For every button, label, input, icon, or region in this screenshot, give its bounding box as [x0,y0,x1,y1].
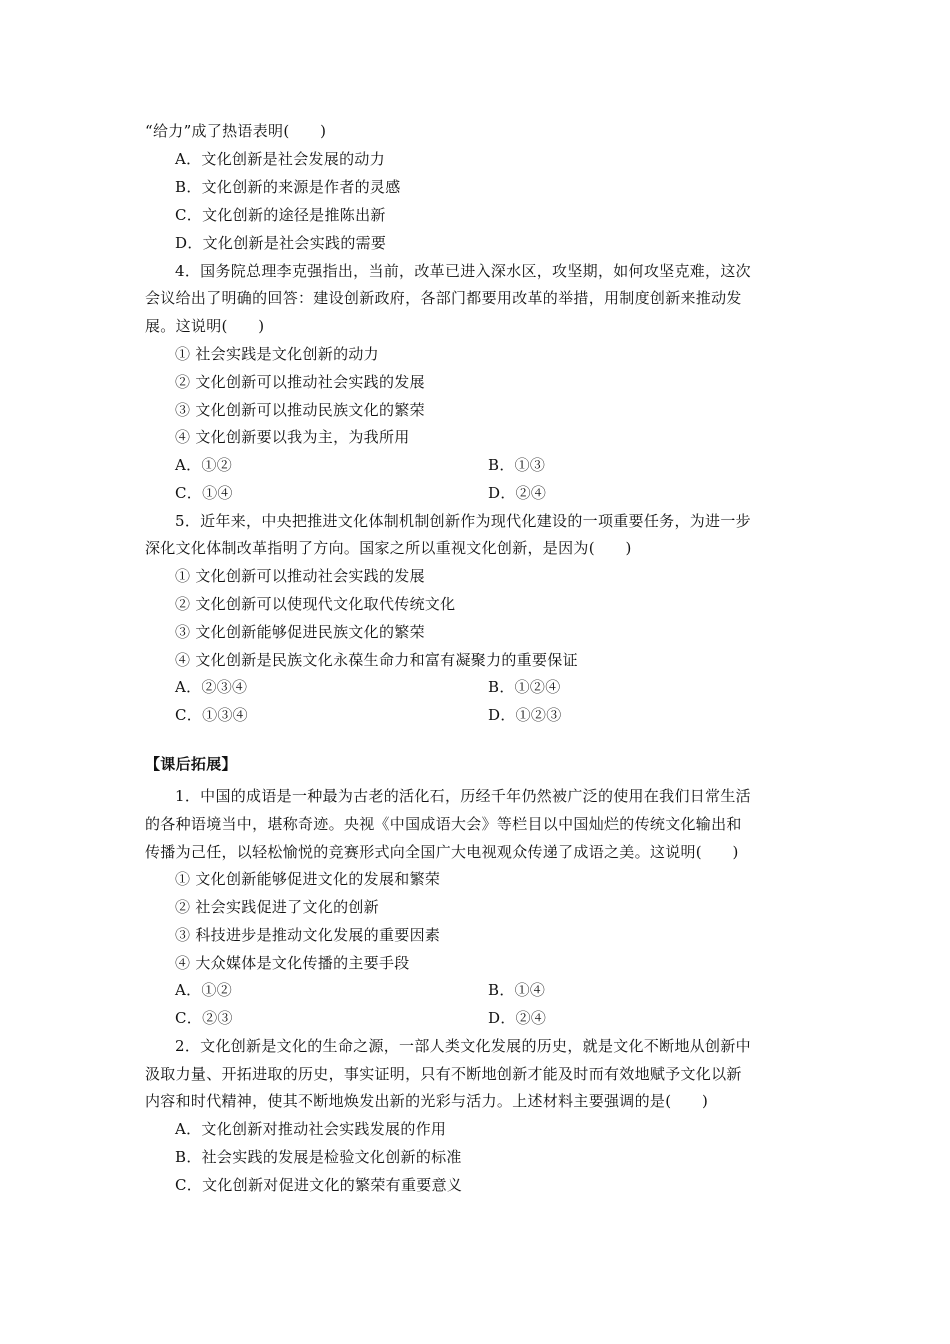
ext-q1-stem-line-3: 传播为己任，以轻松愉悦的竞赛形式向全国广大电视观众传递了成语之美。这说明( ) [145,843,739,861]
q5-stem-line-1: 5．近年来，中央把推进文化体制机制创新作为现代化建设的一项重要任务，为进一步 [175,512,751,530]
q5-option-c: C．①③④ [175,706,248,724]
q3-option-c: C．文化创新的途径是推陈出新 [175,206,386,224]
q3-option-d: D．文化创新是社会实践的需要 [175,234,387,252]
q4-statement-1: ① 社会实践是文化创新的动力 [175,345,379,363]
ext-q2-stem-line-2: 汲取力量、开拓进取的历史，事实证明，只有不断地创新才能及时而有效地赋予文化以新 [145,1065,742,1083]
ext-q1-stem-line-2: 的各种语境当中，堪称奇迹。央视《中国成语大会》等栏目以中国灿烂的传统文化输出和 [145,815,742,833]
ext-q1-statement-4: ④ 大众媒体是文化传播的主要手段 [175,954,410,972]
ext-q1-option-a: A．①② [175,981,233,999]
q4-option-d: D．②④ [488,484,547,502]
ext-q1-stem-line-1: 1．中国的成语是一种最为古老的活化石，历经千年仍然被广泛的使用在我们日常生活 [175,787,751,805]
q4-statement-2: ② 文化创新可以推动社会实践的发展 [175,373,425,391]
q5-option-b: B．①②④ [488,678,561,696]
ext-q1-statement-3: ③ 科技进步是推动文化发展的重要因素 [175,926,441,944]
ext-q1-option-d: D．②④ [488,1009,547,1027]
q3-option-b: B．文化创新的来源是作者的灵感 [175,178,401,196]
ext-q1-option-c: C．②③ [175,1009,233,1027]
q5-option-a: A．②③④ [175,678,248,696]
q4-stem-line-1: 4．国务院总理李克强指出，当前，改革已进入深水区，攻坚期，如何攻坚克难，这次 [175,262,751,280]
q4-stem-line-2: 会议给出了明确的回答：建设创新政府，各部门都要用改革的举措，用制度创新来推动发 [145,289,742,307]
q4-option-c: C．①④ [175,484,233,502]
q4-statement-4: ④ 文化创新要以我为主，为我所用 [175,428,410,446]
q5-statement-1: ① 文化创新可以推动社会实践的发展 [175,567,425,585]
q3-stem-continuation: “给力”成了热语表明( ) [145,122,327,140]
q5-statement-2: ② 文化创新可以使现代文化取代传统文化 [175,595,456,613]
q5-option-d: D．①②③ [488,706,562,724]
q5-statement-3: ③ 文化创新能够促进民族文化的繁荣 [175,623,425,641]
q5-statement-4: ④ 文化创新是民族文化永葆生命力和富有凝聚力的重要保证 [175,651,578,669]
ext-q2-option-a: A．文化创新对推动社会实践发展的作用 [175,1120,447,1138]
q4-stem-line-3: 展。这说明( ) [145,317,265,335]
ext-q1-option-b: B．①④ [488,981,546,999]
ext-q2-stem-line-1: 2．文化创新是文化的生命之源，一部人类文化发展的历史，就是文化不断地从创新中 [175,1037,751,1055]
ext-q1-statement-2: ② 社会实践促进了文化的创新 [175,898,379,916]
q4-option-b: B．①③ [488,456,546,474]
ext-q2-option-c: C．文化创新对促进文化的繁荣有重要意义 [175,1176,463,1194]
q5-stem-line-2: 深化文化体制改革指明了方向。国家之所以重视文化创新，是因为( ) [145,539,632,557]
ext-q1-statement-1: ① 文化创新能够促进文化的发展和繁荣 [175,870,441,888]
q4-option-a: A．①② [175,456,233,474]
ext-q2-stem-line-3: 内容和时代精神，使其不断地焕发出新的光彩与活力。上述材料主要强调的是( ) [145,1092,709,1110]
q3-option-a: A．文化创新是社会发展的动力 [175,150,386,168]
ext-q2-option-b: B．社会实践的发展是检验文化创新的标准 [175,1148,462,1166]
q4-statement-3: ③ 文化创新可以推动民族文化的繁荣 [175,401,425,419]
section-heading: 【课后拓展】 [145,755,237,773]
